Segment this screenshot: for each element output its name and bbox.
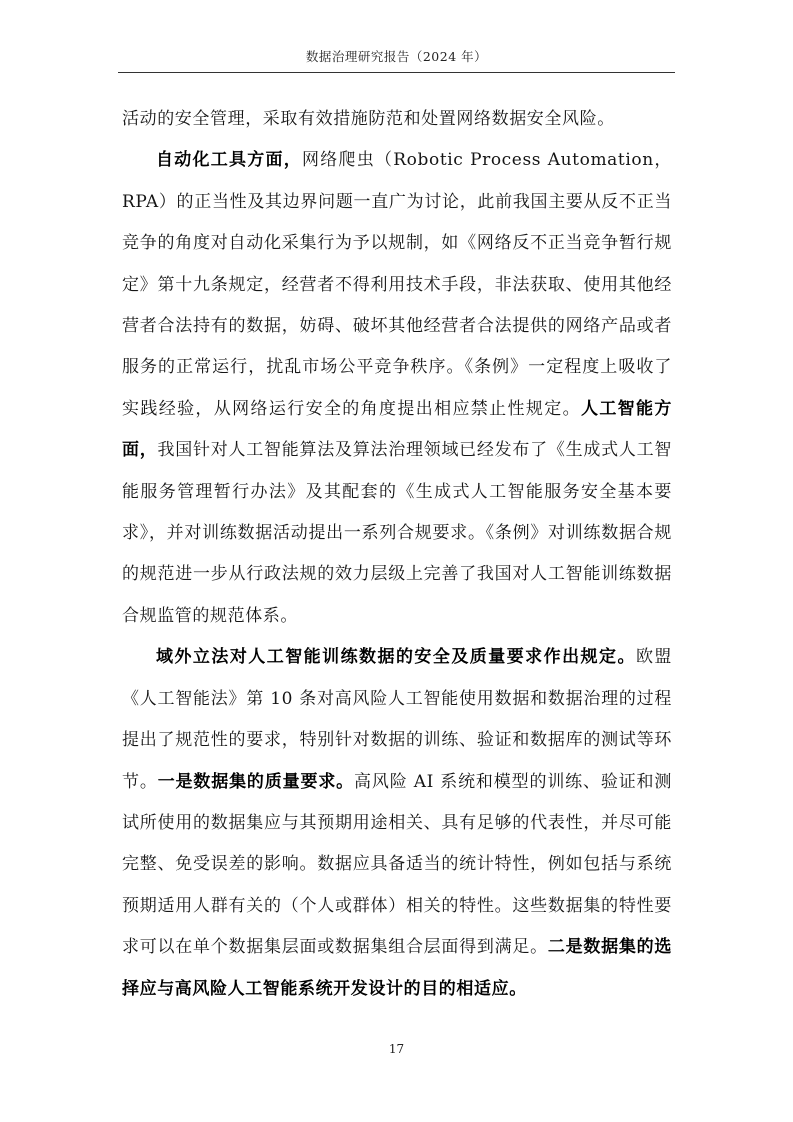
heading-dataset-quality: 一是数据集的质量要求。 bbox=[157, 771, 355, 792]
paragraph-1: 活动的安全管理，采取有效措施防范和处置网络数据安全风险。 bbox=[122, 109, 615, 129]
heading-automation-tools: 自动化工具方面， bbox=[156, 150, 303, 171]
running-header: 数据治理研究报告（2024 年） bbox=[305, 49, 488, 64]
main-body bbox=[122, 99, 672, 1010]
header-divider bbox=[118, 72, 675, 73]
heading-artificial-intelligence: 人工智能方面， bbox=[122, 398, 673, 461]
heading-dataset-selection: 二是数据集的选择应与高风险人工智能系统开发设计的目的相适应。 bbox=[122, 937, 672, 999]
paragraph-2-text-2: 我国针对人工智能算法及算法治理领域已经发布了《生成式人工智能服务管理暂行办法》及其配套的《生成式人工智能服务安全基本要求》，并对训练数据活动提出一系列合规要求。《条例》对训练数据合规的规范进一步从行政法规的效力层级上完善了我国对人工智能训练数据合规监管的规范体系。 bbox=[122, 440, 672, 626]
paragraph-2-text-1: 网络爬虫（Robotic Process Automation，RPA）的正当性及其边界问题一直广为讨论，此前我国主要从反不正当竞争的角度对自动化采集行为予以规制，如《网络反不正当竞争暂行规定》第十九条规定，经营者不得利用技术手段，非法获取、使用其他经营者合法持有的数据，妨碍、破坏其他经营者合法提供的网络产品或者服务的正常运行，扰乱市场公平竞争秩序。《条例》一定程度上吸收了实践经验，从网络运行安全的角度提出相应禁止性规定。 bbox=[122, 150, 672, 419]
page-number: 17 bbox=[388, 1042, 405, 1056]
heading-foreign-legislation: 域外立法对人工智能训练数据的安全及质量要求作出规定。 bbox=[156, 647, 636, 668]
paragraph-3-text-1: 欧盟《人工智能法》第 10 条对高风险人工智能使用数据和数据治理的过程提出了规范性的要求，特别针对数据的训练、验证和数据库的测试等环节。 bbox=[122, 647, 672, 792]
paragraph-3 bbox=[122, 637, 672, 1010]
paragraph-2 bbox=[122, 140, 672, 637]
paragraph-3-text-2: 高风险 AI 系统和模型的训练、验证和测试所使用的数据集应与其预期用途相关、具有足够的代表性，并尽可能完整、免受误差的影响。数据应具备适当的统计特性，例如包括与系统预期适用人群有关的（个人或群体）相关的特性。这些数据集的特性要求可以在单个数据集层面或数据集组合层面得到满足。 bbox=[122, 771, 672, 958]
